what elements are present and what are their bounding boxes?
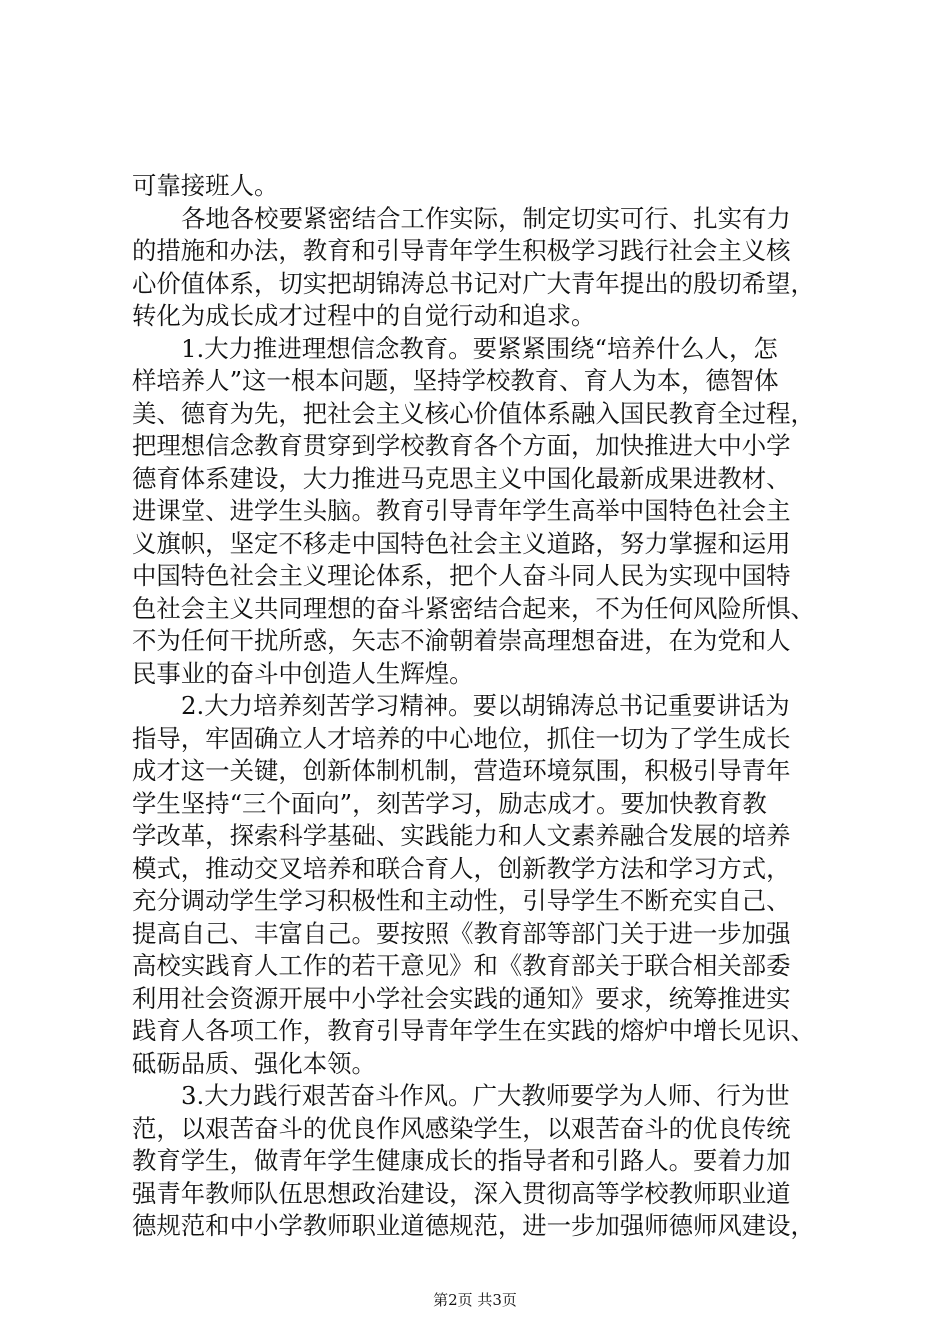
text-line: 中国特色社会主义理论体系，把个人奋斗同人民为实现中国特 <box>132 561 791 590</box>
text-line: 学生坚持“三个面向”，刻苦学习，励志成才。要加快教育教 <box>132 788 767 818</box>
text-line: 强青年教师队伍思想政治建设，深入贯彻高等学校教师职业道 <box>132 1178 791 1208</box>
text-line: 色社会主义共同理想的奋斗紧密结合起来，不为任何风险所惧、 <box>132 593 815 623</box>
text-line: 把理想信念教育贯穿到学校教育各个方面，加快推进大中小学 <box>132 431 791 460</box>
text-line: 1.大力推进理想信念教育。要紧紧围绕“培养什么人，怎 <box>181 333 778 363</box>
text-line: 不为任何干扰所惑，矢志不渝朝着崇高理想奋进，在为党和人 <box>132 626 791 655</box>
text-line: 学改革，探索科学基础、实践能力和人文素养融合发展的培养 <box>132 821 791 850</box>
text-line: 心价值体系，切实把胡锦涛总书记对广大青年提出的殷切希望， <box>132 268 815 298</box>
text-line: 各地各校要紧密结合工作实际，制定切实可行、扎实有力 <box>181 203 791 233</box>
text-line: 高校实践育人工作的若干意见》和《教育部关于联合相关部委 <box>132 951 791 980</box>
text-line: 可靠接班人。 <box>132 171 279 200</box>
text-line: 模式，推动交叉培养和联合育人，创新教学方法和学习方式， <box>132 853 791 883</box>
page-number-footer: 第2页 共3页 <box>433 1291 517 1309</box>
text-line: 3.大力践行艰苦奋斗作风。广大教师要学为人师、行为世 <box>181 1081 790 1110</box>
text-line: 利用社会资源开展中小学社会实践的通知》要求，统筹推进实 <box>132 983 791 1013</box>
text-line: 样培养人”这一根本问题，坚持学校教育、育人为本，德智体 <box>132 366 779 395</box>
text-line: 民事业的奋斗中创造人生辉煌。 <box>132 658 474 688</box>
text-line: 德规范和中小学教师职业道德规范，进一步加强师德师风建设， <box>132 1211 815 1240</box>
text-line: 德育体系建设，大力推进马克思主义中国化最新成果进教材、 <box>132 463 791 493</box>
text-line: 义旗帜，坚定不移走中国特色社会主义道路，努力掌握和运用 <box>132 528 791 558</box>
document-body <box>132 170 832 1243</box>
text-line: 2.大力培养刻苦学习精神。要以胡锦涛总书记重要讲话为 <box>181 691 790 720</box>
text-line: 教育学生，做青年学生健康成长的指导者和引路人。要着力加 <box>132 1146 791 1175</box>
text-line: 指导，牢固确立人才培养的中心地位，抓住一切为了学生成长 <box>132 723 791 753</box>
text-line: 成才这一关键，创新体制机制，营造环境氛围，积极引导青年 <box>132 756 791 785</box>
text-line: 范，以艰苦奋斗的优良作风感染学生，以艰苦奋斗的优良传统 <box>132 1113 791 1143</box>
text-line: 践育人各项工作，教育引导青年学生在实践的熔炉中增长见识、 <box>132 1016 815 1045</box>
text-line: 提高自己、丰富自己。要按照《教育部等部门关于进一步加强 <box>132 918 791 948</box>
text-line: 充分调动学生学习积极性和主动性，引导学生不断充实自己、 <box>132 886 791 915</box>
text-line: 转化为成长成才过程中的自觉行动和追求。 <box>132 301 596 330</box>
text-line: 进课堂、进学生头脑。教育引导青年学生高举中国特色社会主 <box>132 496 791 525</box>
text-line: 美、德育为先，把社会主义核心价值体系融入国民教育全过程， <box>132 398 815 428</box>
text-line: 砥砺品质、强化本领。 <box>132 1048 376 1078</box>
text-line: 的措施和办法，教育和引导青年学生积极学习践行社会主义核 <box>132 236 791 265</box>
